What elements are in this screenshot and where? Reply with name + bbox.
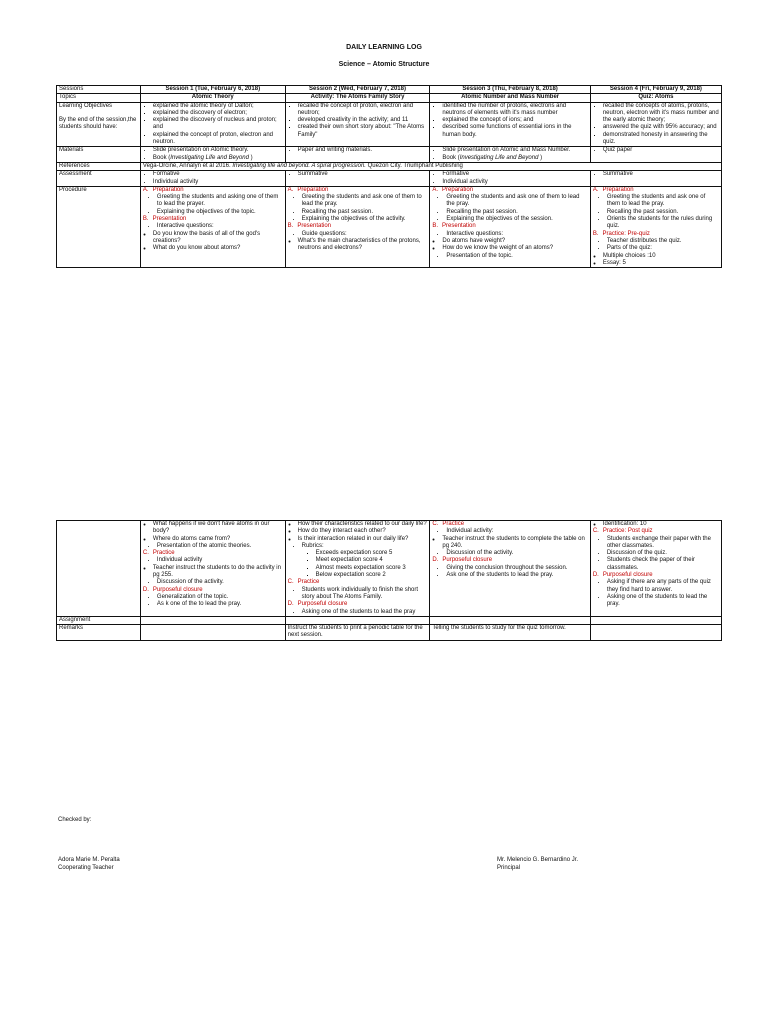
- principal-name: Mr. Melencio G. Bernardino Jr.: [497, 857, 579, 863]
- objectives-s1: [140, 102, 285, 147]
- topic-3: Atomic Number and Mass Number: [430, 94, 590, 102]
- list-item: ◦ Where do atoms came from?: [153, 536, 283, 543]
- materials-s4: [590, 147, 721, 163]
- list-item: • Greeting the students and ask one of them to lead the pray.: [302, 194, 428, 209]
- list-item: ▪ Meet expectation score 4: [316, 557, 428, 564]
- assessment-label: Assessment: [57, 171, 141, 187]
- section-title: Purposeful closure: [602, 572, 653, 579]
- list-item: ◦ Do atoms have weight?: [442, 238, 587, 245]
- materials-s1: [140, 147, 285, 163]
- section-title: Practice: [152, 550, 175, 557]
- section-heading: [593, 231, 719, 238]
- section-heading: [143, 587, 283, 594]
- list-item: • Discussion of the activity.: [446, 550, 587, 557]
- procedure-label: Procedure: [57, 186, 141, 267]
- list-item: • Individual activity: [157, 557, 283, 564]
- list-item: • Rubrics:: [302, 543, 428, 550]
- section-title: Practice: [297, 579, 320, 586]
- section-heading: [432, 187, 587, 194]
- list-item: • Individual activity: [442, 179, 587, 186]
- list-item: • Explaining the objectives of the activity.: [302, 216, 428, 223]
- procedure-row: [57, 186, 722, 267]
- list-item: ▪ Almost meets expectation score 3: [316, 565, 428, 572]
- assignment-label: Assignment: [57, 616, 141, 624]
- list-item: • Recalling the past session.: [302, 209, 428, 216]
- remarks-row: [57, 625, 722, 641]
- cooperating-teacher-role: Cooperating Teacher: [58, 865, 114, 871]
- list-item: • Students check the paper of their classmates.: [607, 557, 719, 572]
- remarks-s4: [590, 625, 721, 641]
- list-item: • Asking one of the students to lead the pray.: [607, 594, 719, 609]
- list-item: ▪ demonstrated honesty in answering the quiz.: [603, 132, 719, 147]
- list-item: ◦ How do we know the weight of an atoms?: [442, 245, 587, 252]
- list-item: • Summative: [603, 171, 719, 178]
- list-item: ▪ explained the discovery of nucleus and proton; and: [153, 117, 283, 132]
- session-3-header: Session 3 (Thu, February 8, 2018): [430, 86, 590, 94]
- session-1-header: Session 1 (Tue, February 6, 2018): [140, 86, 285, 94]
- section-letter: C.: [142, 550, 149, 557]
- assignment-s1: [140, 616, 285, 624]
- list-item: ▪ recalled the concepts of atoms, protons, neutron, electron with it's mass number and the early atomic theory;: [603, 103, 719, 125]
- section-title: Preparation: [442, 186, 474, 193]
- topic-2: Activity: The Atoms Family Story: [285, 94, 430, 102]
- remarks-s1: [140, 625, 285, 641]
- list-item: • Slide presentation on Atomic theory.: [153, 147, 283, 154]
- references-label: References: [57, 162, 141, 170]
- list-item: [153, 155, 283, 162]
- list-item: [442, 155, 587, 162]
- list-item: • Quiz paper: [603, 147, 719, 154]
- list-item: ◦ Identification: 10: [603, 521, 719, 528]
- list-item: ▪ created their own short story about: "The Atoms Family": [298, 124, 428, 139]
- ref-title: Investigating life and beyond. A spiral progression.: [232, 162, 366, 169]
- list-item: ◦ How their characteristics related to our daily life?: [298, 521, 428, 528]
- list-item: • Orients the students for the rules during quiz.: [607, 216, 719, 231]
- section-title: Presentation: [442, 223, 476, 230]
- list-item: ▪ explained the atomic theory of Dalton;: [153, 103, 283, 110]
- list-item: • Students work individually to finish the short story about The Atoms Family.: [302, 587, 428, 602]
- list-item: • Greeting the students and ask one of them to lead the pray.: [446, 194, 587, 209]
- list-item: • Explaining the objectives of the topic.: [157, 209, 283, 216]
- doc-title: DAILY LEARNING LOG: [346, 44, 422, 51]
- section-heading: [288, 601, 428, 608]
- section-heading: [143, 216, 283, 223]
- assessment-s3: [430, 171, 590, 187]
- book-suffix: ): [540, 154, 543, 161]
- list-item: ◦ Is their interaction related in our daily life?: [298, 536, 428, 543]
- list-item: ◦ Teacher instruct the students to complete the table on pg 240.: [442, 536, 587, 551]
- topic-4: Quiz: Atoms: [590, 94, 721, 102]
- materials-label: Materials: [57, 147, 141, 163]
- list-item: • Greeting the students and asking one of them to lead the prayer.: [157, 194, 283, 209]
- section-title: Preparation: [152, 186, 184, 193]
- list-item: • Explaining the objectives of the session.: [446, 216, 587, 223]
- remarks-s3: Telling the students to study for the quiz tomorrow.: [430, 625, 590, 641]
- list-item: ◦ What do you know about atoms?: [153, 245, 283, 252]
- doc-subtitle: Science – Atomic Structure: [338, 61, 430, 68]
- list-item: ◦ Multiple choices :10: [603, 253, 719, 260]
- list-item: ▪ explained the concept of proton, electron and neutron.: [153, 132, 283, 147]
- topic-1: Atomic Theory: [140, 94, 285, 102]
- procedure-s4-continued: [590, 521, 721, 617]
- learning-log-table-continued: [56, 520, 722, 641]
- cooperating-teacher-name: Adora Marie M. Peralta: [58, 857, 120, 863]
- section-heading: [432, 521, 587, 528]
- list-item: • Individual activity:: [446, 528, 587, 535]
- objectives-sublabel: By the end of the session,the students should have:: [59, 116, 137, 131]
- list-item: • Ask one of the students to lead the pray.: [446, 572, 587, 579]
- section-letter: D.: [432, 557, 439, 564]
- procedure-s4: [590, 186, 721, 267]
- list-item: ▪ explained the concept of ions; and: [442, 117, 587, 124]
- list-item: • Asking one of the students to lead the pray: [302, 609, 428, 616]
- list-item: ◦ What's the main characteristics of the protons, neutrons and electrons?: [298, 238, 428, 253]
- section-heading: [432, 223, 587, 230]
- list-item: • Interactive questions:: [157, 223, 283, 230]
- principal-block: [497, 856, 578, 872]
- section-letter: C.: [432, 521, 439, 527]
- section-title: Presentation: [152, 216, 187, 223]
- principal-role: Principal: [497, 865, 521, 871]
- section-heading: [288, 187, 428, 194]
- list-item: • Recalling the past session.: [446, 209, 587, 216]
- section-title: Purposeful closure: [442, 557, 493, 564]
- section-title: Preparation: [602, 186, 634, 193]
- list-item: • Guide questions:: [302, 231, 428, 238]
- list-item: • Presentation of the atomic theories.: [157, 543, 283, 550]
- list-item: ▪ Exceeds expectation score 5: [316, 550, 428, 557]
- cooperating-teacher-block: [58, 856, 120, 872]
- book-prefix: Book (: [152, 154, 171, 161]
- list-item: • Formative: [442, 171, 587, 178]
- assessment-row: [57, 171, 722, 187]
- objectives-label: Learning Objectives: [59, 102, 113, 109]
- list-item: ▪ Below expectation score 2: [316, 572, 428, 579]
- checked-by: Checked by:: [58, 817, 92, 823]
- section-heading: [143, 187, 283, 194]
- list-item: ◦ Teacher instruct the students to do the activity in pg 255.: [153, 565, 283, 580]
- topics-row: [57, 94, 722, 102]
- list-item: • Summative: [298, 171, 428, 178]
- section-title: Practice: Pre-quiz: [602, 230, 650, 237]
- learning-log-table: [56, 85, 722, 268]
- assessment-s1: [140, 171, 285, 187]
- assignment-row: [57, 616, 722, 624]
- session-4-header: Session 4 (Fri, February 9, 2018): [590, 86, 721, 94]
- section-letter: D.: [592, 572, 599, 579]
- section-letter: B.: [287, 223, 294, 230]
- list-item: • Generalization of the topic.: [157, 594, 283, 601]
- list-item: • Slide presentation on Atomic and Mass Number.: [442, 147, 587, 154]
- list-item: • Paper and writing materials.: [298, 147, 428, 154]
- section-title: Preparation: [297, 186, 329, 193]
- procedure-s2: [285, 186, 430, 267]
- materials-row: [57, 147, 722, 163]
- section-letter: B.: [592, 230, 599, 237]
- list-item: ◦ How do they interact each other?: [298, 528, 428, 535]
- list-item: • Discussion of the activity.: [157, 579, 283, 586]
- assessment-s4: [590, 171, 721, 187]
- session-2-header: Session 2 (Wed, February 7, 2018): [285, 86, 430, 94]
- section-title: Practice: [442, 521, 465, 527]
- section-title: Purposeful closure: [297, 601, 348, 608]
- ref-authors: Vega-Orcine, Annalyn et al 2016.: [142, 162, 233, 169]
- assessment-s2: [285, 171, 430, 187]
- topics-label: Topics: [57, 94, 141, 102]
- book-title: Investigating Life and Beyond: [170, 154, 249, 161]
- section-heading: [288, 223, 428, 230]
- procedure-continued-row: [57, 521, 722, 617]
- list-item: ▪ answered the quiz with 95% accuracy; and: [603, 124, 719, 131]
- assignment-s4: [590, 616, 721, 624]
- list-item: ▪ described some functions of essential ions in the human body.: [442, 124, 587, 139]
- list-item: ▪ recalled the concept of proton, electron and neutron;: [298, 103, 428, 118]
- section-letter: B.: [142, 216, 149, 223]
- book-title: Investigating Life and Beyond: [459, 154, 539, 161]
- section-heading: [432, 557, 587, 564]
- objectives-s4: [590, 102, 721, 147]
- section-heading: [143, 550, 283, 557]
- list-item: ◦ Do you know the basis of all of the god's creations?: [153, 231, 283, 246]
- list-item: • Greeting the students and ask one of them to lead the pray.: [607, 194, 719, 209]
- list-item: • Recalling the past session.: [607, 209, 719, 216]
- section-title: Practice: Post quiz: [602, 528, 653, 535]
- list-item: ▪ developed creativity in the activity; and 11: [298, 117, 428, 124]
- objectives-row: [57, 102, 722, 147]
- materials-s2: [285, 147, 430, 163]
- section-title: Purposeful closure: [152, 586, 203, 593]
- list-item: • Parts of the quiz:: [607, 245, 719, 252]
- list-item: • Asking if there are any parts of the quiz they find hard to answer.: [607, 579, 719, 594]
- list-item: • As k one of the to lead the pray.: [157, 601, 283, 608]
- list-item: ▪ identified the number of protons, electrons and neutrons of elements with it's mass number: [442, 103, 587, 118]
- section-heading: [593, 528, 719, 535]
- sessions-label: Sessions: [57, 86, 141, 94]
- section-letter: A.: [592, 186, 599, 193]
- materials-s3: [430, 147, 590, 163]
- objectives-label-cell: [57, 102, 141, 147]
- section-letter: A.: [432, 186, 439, 193]
- objectives-s3: [430, 102, 590, 147]
- section-heading: [593, 572, 719, 579]
- section-letter: D.: [142, 586, 149, 593]
- list-item: • Giving the conclusion throughout the session.: [446, 565, 587, 572]
- references-text: [140, 162, 721, 170]
- procedure-s3: [430, 186, 590, 267]
- section-letter: A.: [142, 186, 149, 193]
- list-item: ▪ explained the discovery of electron;: [153, 110, 283, 117]
- remarks-s2: Instruct the students to print a periodic table for the next session.: [285, 625, 430, 641]
- section-letter: C.: [287, 579, 294, 586]
- list-item: • Individual activity: [153, 179, 283, 186]
- list-item: ◦ What happens if we don't have atoms in our body?: [153, 521, 283, 536]
- procedure-s3-continued: [430, 521, 590, 617]
- list-item: • Students exchange their paper with the other classmates.: [607, 536, 719, 551]
- section-letter: D.: [287, 601, 294, 608]
- references-row: [57, 162, 722, 170]
- list-item: • Interactive questions:: [446, 231, 587, 238]
- section-heading: [593, 187, 719, 194]
- list-item: • Formative: [153, 171, 283, 178]
- objectives-s2: [285, 102, 430, 147]
- section-letter: A.: [287, 186, 294, 193]
- section-title: Presentation: [297, 223, 332, 230]
- list-item: • Presentation of the topic.: [446, 253, 587, 260]
- section-heading: [288, 579, 428, 586]
- sessions-row: [57, 86, 722, 94]
- procedure-continued-label: [57, 521, 141, 617]
- remarks-label: Remarks: [57, 625, 141, 641]
- assignment-s2: [285, 616, 430, 624]
- book-suffix: ): [250, 154, 253, 161]
- procedure-s1: [140, 186, 285, 267]
- procedure-s1-continued: [140, 521, 285, 617]
- list-item: • Discussion of the quiz.: [607, 550, 719, 557]
- list-item: ◦ Essay: 5: [603, 260, 719, 267]
- list-item: • Teacher distributes the quiz.: [607, 238, 719, 245]
- assignment-s3: [430, 616, 590, 624]
- ref-publisher: Quezon City. Triumphant Publishing: [365, 162, 463, 169]
- procedure-s2-continued: [285, 521, 430, 617]
- book-prefix: Book (: [442, 154, 460, 161]
- section-letter: B.: [432, 223, 439, 230]
- section-letter: C.: [592, 528, 599, 535]
